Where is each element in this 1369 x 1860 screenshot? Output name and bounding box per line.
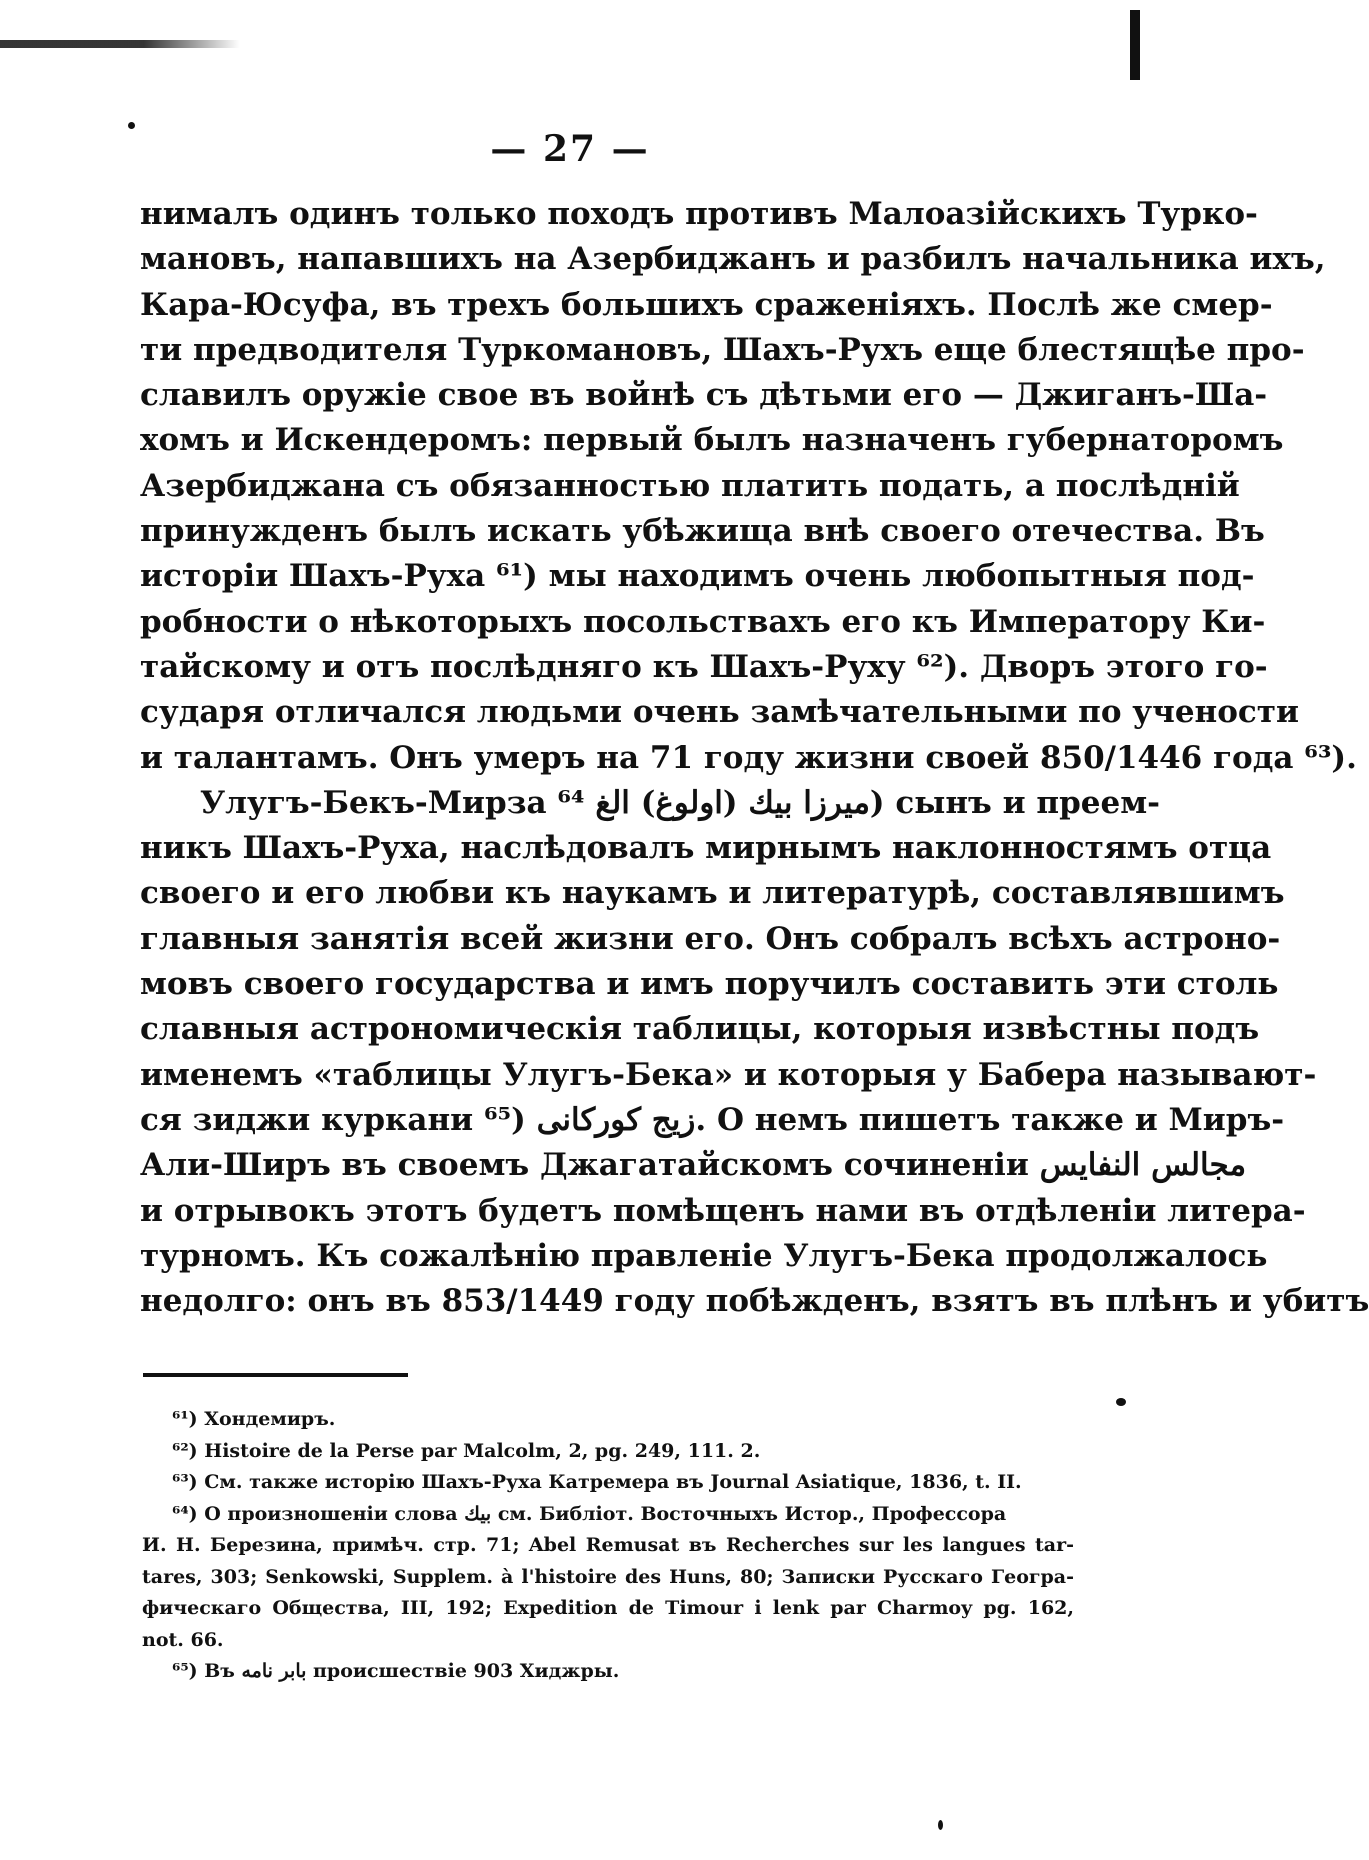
text-line: Али-Ширъ въ своемъ Джагатайскомъ сочиненіи مجالس النفایس: [140, 1147, 1247, 1184]
footnote: ⁶⁵) Въ بابر نامه происшествіе 903 Хиджры.: [172, 1660, 620, 1682]
footnote-continuation: фическаго Общества, III, 192; Expedition de Timour i lenk par Charmoy pg. 162,: [142, 1597, 1074, 1619]
scan-speck: [128, 122, 135, 129]
text-line: Кара-Юсуфа, въ трехъ большихъ сраженіяхъ. Послѣ же смер-: [140, 286, 1273, 323]
body-text: [140, 192, 1369, 1324]
text-line: своего и его любви къ наукамъ и литературѣ, составлявшимъ: [140, 875, 1285, 912]
text-line: славилъ оружіе свое въ войнѣ съ дѣтьми его — Джиганъ-Ша-: [140, 377, 1268, 414]
text-line: сударя отличался людьми очень замѣчательными по учености: [140, 694, 1299, 731]
text-line: мовъ своего государства и имъ поручилъ составить эти столь: [140, 966, 1279, 1003]
text-line: славныя астрономическія таблицы, которыя извѣстны подъ: [140, 1011, 1260, 1048]
text-line: хомъ и Искендеромъ: первый былъ назначенъ губернаторомъ: [140, 422, 1284, 459]
scan-speck: [1116, 1398, 1126, 1406]
scan-speck: [938, 1820, 943, 1830]
text-line: Улугъ-Бекъ-Мирза میرزا بیك (اولوغ) الغ ⁶⁴) сынъ и преем-: [200, 784, 1160, 821]
footnote-continuation: not. 66.: [142, 1628, 224, 1651]
footnote: ⁶⁴) О произношеніи слова بیك см. Библіот. Восточныхъ Истор., Профессора: [172, 1502, 1007, 1525]
text-line: нималъ одинъ только походъ противъ Малоазійскихъ Турко-: [140, 196, 1258, 232]
text-line: и талантамъ. Онъ умеръ на 71 году жизни своей 850/1446 года ⁶³).: [140, 739, 1357, 776]
text-line: главныя занятія всей жизни его. Онъ собралъ всѣхъ астроно-: [140, 920, 1281, 957]
footnote-divider: [143, 1373, 408, 1377]
text-line: мановъ, напавшихъ на Азербиджанъ и разбилъ начальника ихъ,: [140, 241, 1326, 278]
text-line: робности о нѣкоторыхъ посольствахъ его къ Императору Ки-: [140, 603, 1266, 640]
text-line: Азербиджана съ обязанностью платить подать, а послѣдній: [140, 467, 1240, 504]
text-line: никъ Шахъ-Руха, наслѣдовалъ мирнымъ наклонностямъ отца: [140, 830, 1272, 867]
footnote: ⁶³) См. также исторію Шахъ-Руха Катремера въ Journal Asiatique, 1836, t. II.: [172, 1471, 1022, 1493]
footnote-continuation: И. Н. Березина, примѣч. стр. 71; Abel Remusat въ Recherches sur les langues tar-: [142, 1534, 1074, 1556]
text-line: ся зиджи куркани ⁶⁵) زیج کورکانی. О немъ пишетъ также и Миръ-: [140, 1101, 1285, 1138]
text-line: ти предводителя Туркомановъ, Шахъ-Рухъ еще блестящѣе про-: [140, 331, 1305, 368]
footnote: ⁶²) Histoire de la Perse par Malcolm, 2, pg. 249, 111. 2.: [172, 1439, 761, 1462]
footnote: ⁶¹) Хондемиръ.: [172, 1408, 336, 1430]
page-number: — 27 —: [490, 128, 650, 170]
text-line: тайскому и отъ послѣдняго къ Шахъ-Руху ⁶²). Дворъ этого го-: [140, 648, 1268, 685]
scan-edge-artifact: [0, 40, 240, 48]
text-line: принужденъ былъ искать убѣжища внѣ своего отечества. Въ: [140, 513, 1265, 550]
text-line: именемъ «таблицы Улугъ-Бека» и которыя у Бабера называют-: [140, 1056, 1317, 1093]
text-line: недолго: онъ въ 853/1449 году побѣжденъ, взятъ въ плѣнъ и убитъ: [140, 1283, 1369, 1320]
text-line: турномъ. Къ сожалѣнію правленіе Улугъ-Бека продолжалось: [140, 1237, 1268, 1274]
footnotes: [142, 1404, 1074, 1688]
scan-edge-artifact-right: [1130, 10, 1140, 80]
text-line: и отрывокъ этотъ будетъ помѣщенъ нами въ отдѣленіи литера-: [140, 1192, 1306, 1229]
footnote-continuation: tares, 303; Senkowski, Supplem. à l'histoire des Huns, 80; Записки Русскаго Геогра-: [142, 1565, 1074, 1588]
text-line: исторіи Шахъ-Руха ⁶¹) мы находимъ очень любопытныя под-: [140, 558, 1255, 595]
